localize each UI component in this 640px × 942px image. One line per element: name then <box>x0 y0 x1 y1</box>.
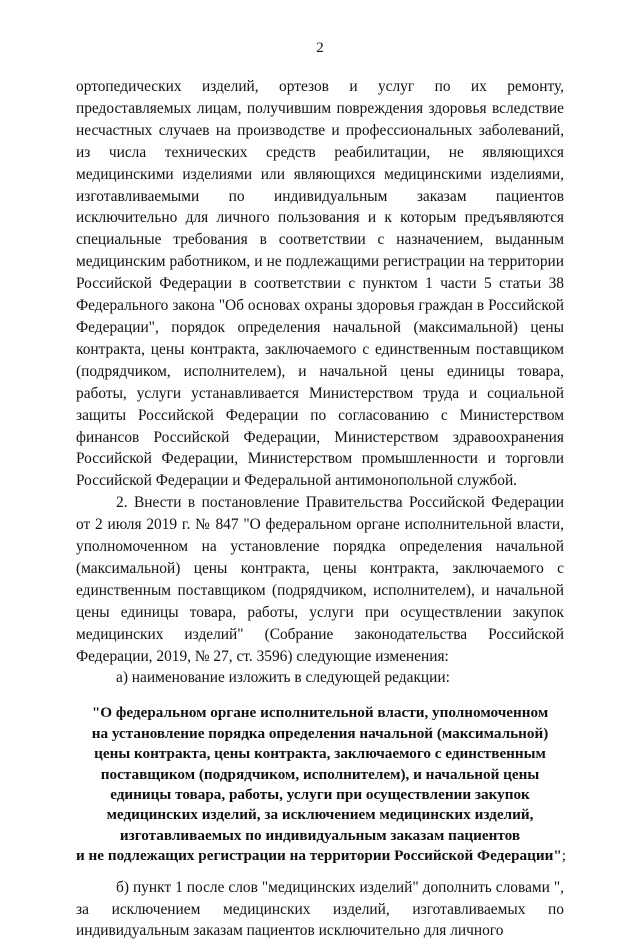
title-line: на установление порядка определения начальной (максимальной) <box>91 724 549 742</box>
title-line: поставщиком (подрядчиком, исполнителем), и начальной цены <box>100 765 540 783</box>
paragraph-subitem-a: а) наименование изложить в следующей редакции: <box>116 669 450 687</box>
page-number: 2 <box>316 40 324 56</box>
title-line-tail: ; <box>561 847 567 865</box>
paragraph-item-2: 2. Внести в постановление Правительства Российской Федерации от 2 июля 2019 г. № 847 "О федеральном органе исполнительной власти, уполномоченном на установление порядка определения начальной (максимальной) цены контракта, цены контракта, заключаемого с единственным поставщиком (подрядчиком, исполнителем), и начальной цены единицы товара, работы, услуги при осуществлении закупок медицинских изделий" (Собрание законодательства Российской Федерации, 2019, № 27, ст. 3596) следующие изменения: <box>76 494 564 665</box>
title-line: цены контракта, цены контракта, заключаемого с единственным <box>94 745 546 763</box>
paragraph-subitem-b: б) пункт 1 после слов "медицинских изделий" дополнить словами ", за исключением медицинских изделий, изготавливаемых по индивидуальным заказам пациентов исключительно для личного <box>76 878 564 940</box>
document-body <box>76 76 567 942</box>
title-line: изготавливаемых по индивидуальным заказам пациентов <box>119 826 521 844</box>
paragraph-continuation: ортопедических изделий, ортезов и услуг по их ремонту, предоставляемых лицам, получившим повреждения здоровья вследствие несчастных случаев на производстве и профессиональных заболеваний, из числа технических средств реабилитации, не являющихся медицинскими изделиями или являющихся медицинскими изделиями, изготавливаемыми по индивидуальным заказам пациентов исключительно для личного пользования и к которым предъявляются специальные требования в соответствии с назначением, выданным медицинским работником, и не подлежащими регистрации на территории Российской Федерации в соответствии с пунктом 1 части 5 статьи 38 Федерального закона "Об основах охраны здоровья граждан в Российской Федерации", порядок определения начальной (максимальной) цены контракта, цены контракта, заключаемого с единственным поставщиком (подрядчиком, исполнителем), и начальной цены единицы товара, работы, услуги устанавливается Министерством труда и социальной защиты Российской Федерации по согласованию с Министерством финансов Российской Федерации, Министерством здравоохранения Российской Федерации, Министерством промышленности и торговли Российской Федерации и Федеральной антимонопольной службой. <box>76 78 564 490</box>
title-line: "О федеральном органе исполнительной власти, уполномоченном <box>91 704 549 722</box>
title-line: единицы товара, работы, услуги при осуществлении закупок <box>110 786 530 803</box>
new-title-block <box>76 703 567 866</box>
title-line: медицинских изделий, за исключением медицинских изделий, <box>106 806 534 824</box>
title-line: и не подлежащих регистрации на территории Российской Федерации"; <box>76 847 567 865</box>
